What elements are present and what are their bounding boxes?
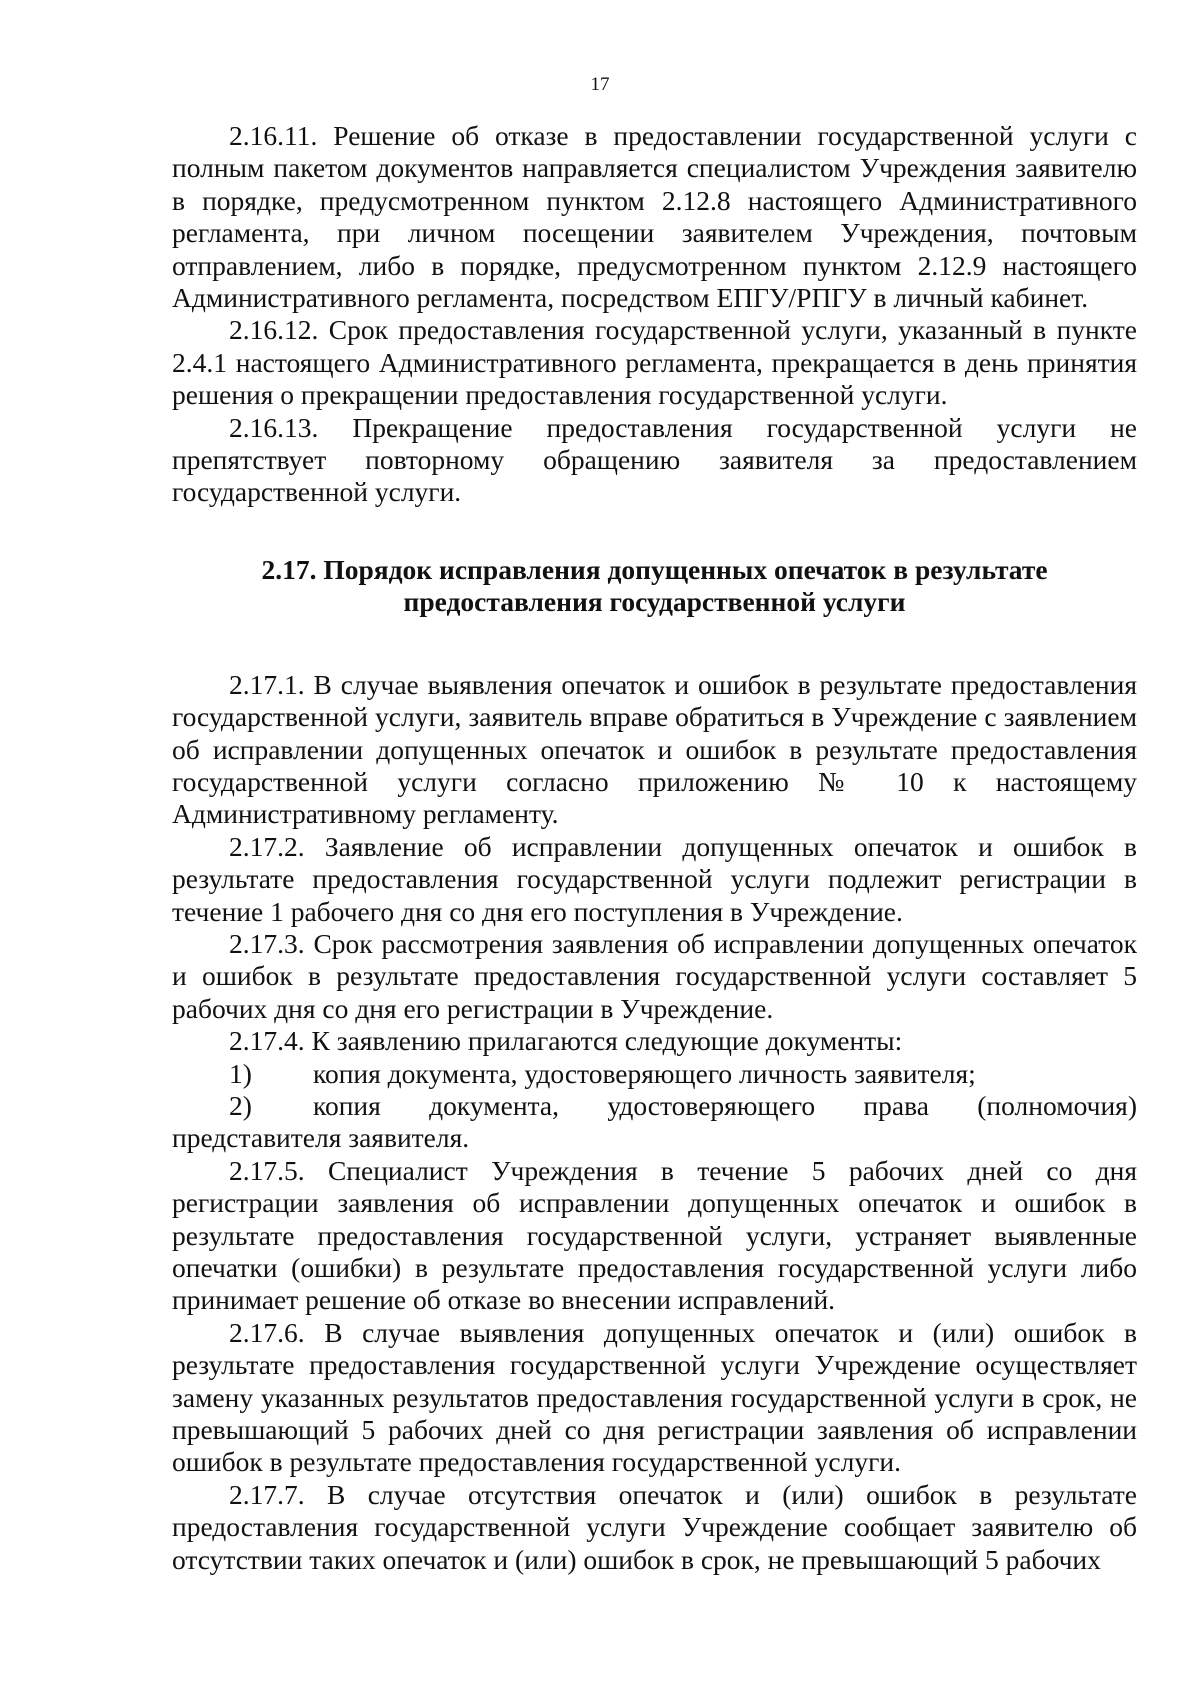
list-item-number: 1) xyxy=(229,1057,252,1089)
list-item-2 xyxy=(172,1090,1137,1155)
section-heading xyxy=(172,554,1137,619)
paragraph-2-16-11: 2.16.11. Решение об отказе в предоставлении государственной услуги с полным пакетом документов направляется специалистом Учреждения заявителю в порядке, предусмотренном пунктом 2.12.8 настоящего Административного регламента, при личном посещении заявителем Учреждения, почтовым отправлением, либо в порядке, предусмотренном пунктом 2.12.9 настоящего Административного регламента, посредством ЕПГУ/РПГУ в личный кабинет. xyxy=(172,120,1137,314)
list-item-1 xyxy=(172,1058,1137,1090)
list-item-text: копия документа, удостоверяющего личность заявителя; xyxy=(313,1057,976,1089)
paragraph-2-17-7: 2.17.7. В случае отсутствия опечаток и (или) ошибок в результате предоставления государственной услуги Учреждение сообщает заявителю об отсутствии таких опечаток и (или) ошибок в срок, не превышающий 5 рабочих xyxy=(172,1478,1137,1575)
paragraph-2-17-3: 2.17.3. Срок рассмотрения заявления об исправлении допущенных опечаток и ошибок в результате предоставления государственной услуги составляет 5 рабочих дня со дня его регистрации в Учреждение. xyxy=(172,927,1137,1024)
page-number: 17 xyxy=(590,74,610,95)
section-heading-line-1: 2.17. Порядок исправления допущенных опечаток в результате xyxy=(261,553,1048,585)
paragraph-2-17-6: 2.17.6. В случае выявления допущенных опечаток и (или) ошибок в результате предоставления государственной услуги Учреждение осуществляет замену указанных результатов предоставления государственной услуги в срок, не превышающий 5 рабочих дней со дня регистрации заявления об исправлении ошибок в результате предоставления государственной услуги. xyxy=(172,1316,1137,1478)
paragraph-2-16-12: 2.16.12. Срок предоставления государственной услуги, указанный в пункте 2.4.1 настоящего Административного регламента, прекращается в день принятия решения о прекращении предоставления государственной услуги. xyxy=(172,314,1137,411)
paragraph-2-17-2: 2.17.2. Заявление об исправлении допущенных опечаток и ошибок в результате предоставления государственной услуги подлежит регистрации в течение 1 рабочего дня со дня его поступления в Учреждение. xyxy=(172,830,1137,927)
paragraph-2-16-13: 2.16.13. Прекращение предоставления государственной услуги не препятствует повторному обращению заявителя за предоставлением государственной услуги. xyxy=(172,411,1137,508)
section-heading-line-2: предоставления государственной услуги xyxy=(403,586,906,618)
document-body xyxy=(172,120,1137,1576)
paragraph-2-17-1: 2.17.1. В случае выявления опечаток и ошибок в результате предоставления государственной услуги, заявитель вправе обратиться в Учреждение с заявлением об исправлении допущенных опечаток и ошибок в результате предоставления государственной услуги согласно приложению № 10 к настоящему Административному регламенту. xyxy=(172,668,1137,830)
paragraph-2-17-5: 2.17.5. Специалист Учреждения в течение 5 рабочих дней со дня регистрации заявления об исправлении допущенных опечаток и ошибок в результате предоставления государственной услуги, устраняет выявленные опечатки (ошибки) в результате предоставления государственной услуги либо принимает решение об отказе во внесении исправлений. xyxy=(172,1154,1137,1316)
paragraph-2-17-4: 2.17.4. К заявлению прилагаются следующие документы: xyxy=(229,1025,903,1057)
list-item-number: 2) xyxy=(229,1089,252,1121)
list-item-text: копия документа, удостоверяющего права (полномочия) представителя заявителя. xyxy=(172,1089,1137,1154)
